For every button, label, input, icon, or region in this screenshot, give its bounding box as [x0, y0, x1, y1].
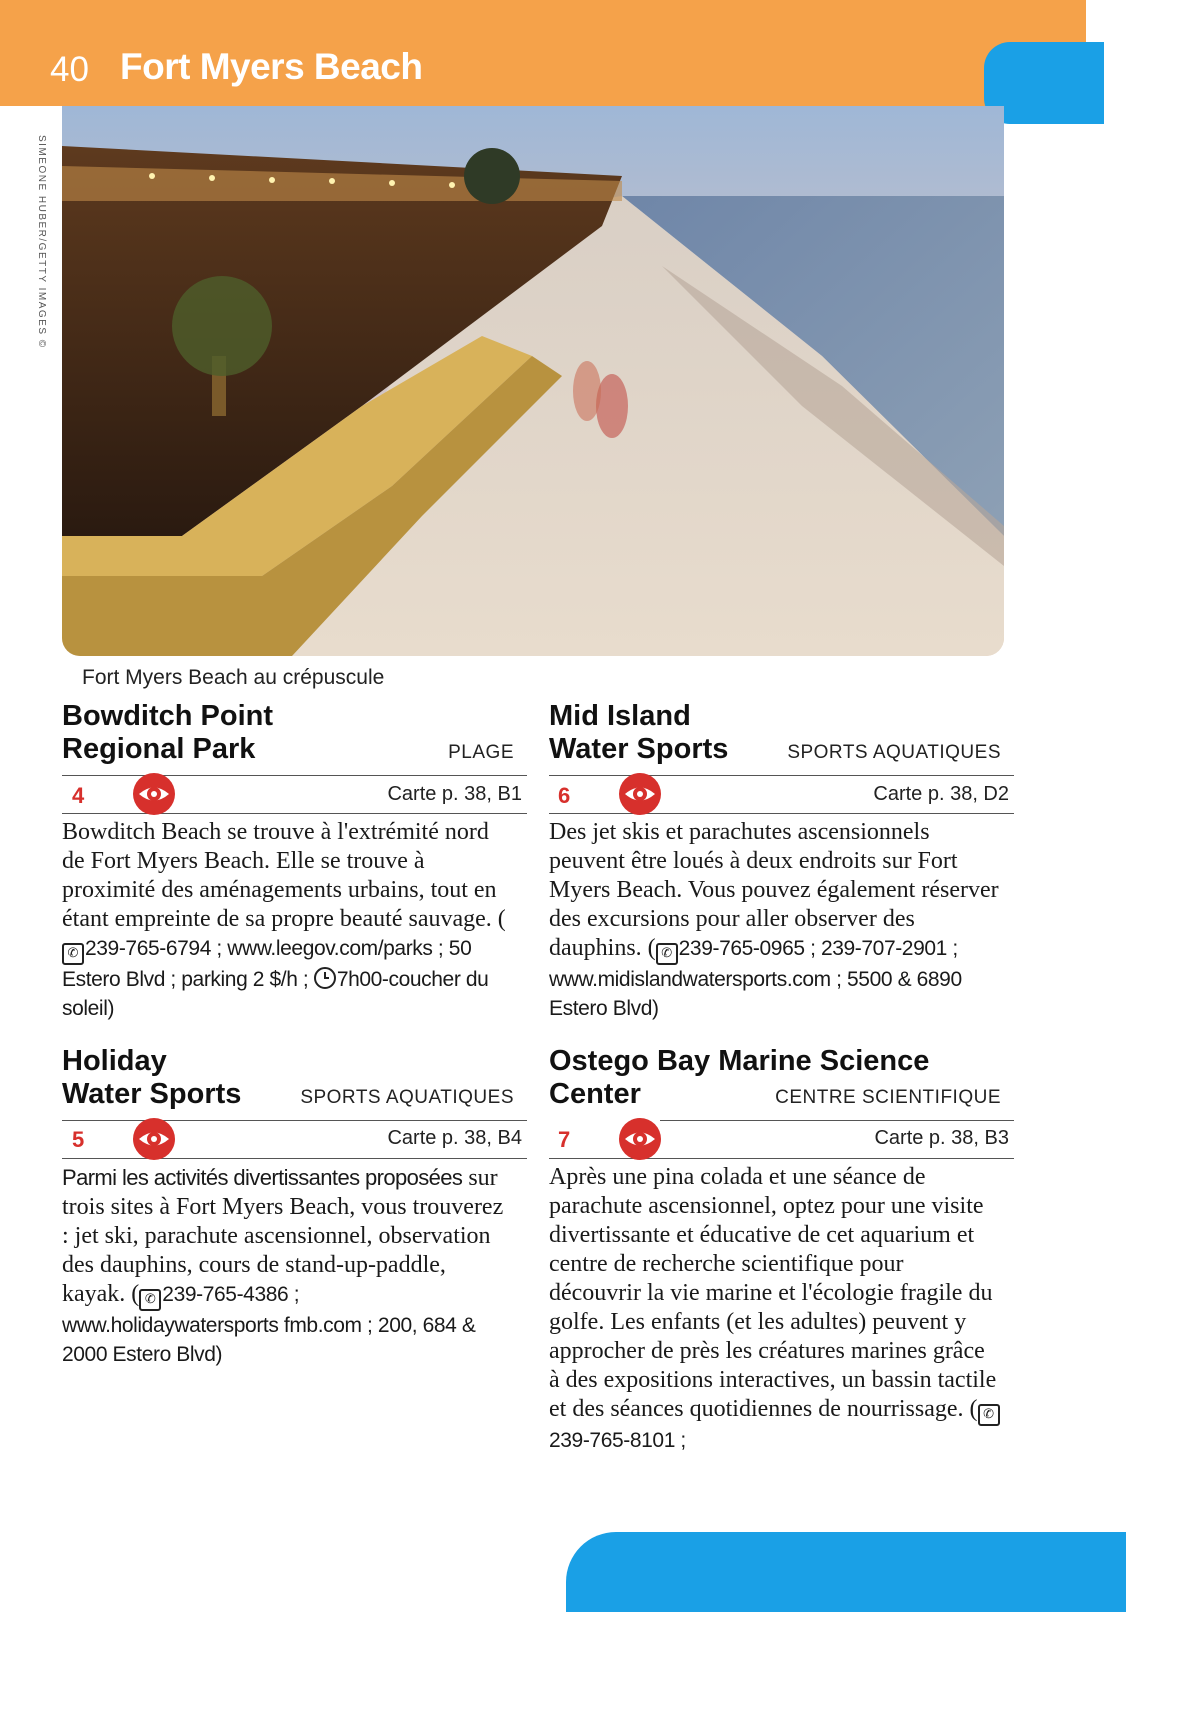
listing-description: Après une pina colada et une séance de parachute ascensionnel, optez pour une visite divertissante et éducative de cet aquarium et centre de recherche scientifique pour découvrir la vie marine et l'écologie fragile du golfe. Les enfants (et les adultes) peuvent y approcher de près les créatures marines grâce à des expositions interactives, un bassin tactile et des séances quotidiennes de nourrissage. ( ✆239-765-8101 ;	[549, 1163, 1001, 1455]
listing-info: www.leegov.com/parks ; 50 Estero Blvd ; parking 2 $/h ;	[62, 937, 472, 991]
phone-number: 239-765-8101 ;	[549, 1429, 686, 1452]
listing-title: Ostego Bay Marine Science Center	[549, 1045, 930, 1110]
opening-hours: 7h00-coucher du soleil)	[62, 968, 489, 1020]
listing-type: PLAGE	[448, 742, 514, 763]
phone-number: 239-765-0965 ;	[678, 937, 816, 960]
listing-title: Holiday Water Sports	[62, 1045, 242, 1110]
listing-info: 239-707-2901 ; www.midislandwatersports.com ; 5500 & 6890 Estero Blvd)	[549, 937, 962, 1020]
listing-title: Mid Island Water Sports	[549, 700, 729, 765]
listing-type: SPORTS AQUATIQUES	[300, 1087, 514, 1108]
listing-bowditch-point	[62, 700, 514, 766]
photo-caption: Fort Myers Beach au crépuscule	[82, 666, 385, 689]
clock-icon	[314, 967, 336, 989]
page-number: 40	[50, 50, 89, 89]
listing-description: Des jet skis et parachutes ascensionnels peuvent être loués à deux endroits sur Fort Myers Beach. Vous pouvez également réserver des excursions pour aller observer des dauphins. ( ✆ 239-765-0965 ; 239-707-2901 ; www.midislandwatersports.com ; 5500 & 6890 Estero Blvd)	[549, 819, 999, 1020]
listing-info: www.holidaywatersports fmb.com ; 200, 684 & 2000 Estero Blvd)	[62, 1314, 476, 1366]
listing-description: Parmi les activités divertissantes proposées sur trois sites à Fort Myers Beach, vous trouverez : jet ski, parachute ascensionnel, observation des dauphins, cours de stand-up-paddle, kayak. ( ✆ 239-765-4386 ; www.holidaywatersports fmb.com ; 200, 684 & 2000 Estero Blvd)	[62, 1165, 504, 1366]
listing-type: SPORTS AQUATIQUES	[787, 742, 1001, 763]
map-reference[interactable]: Carte p. 38, B3	[874, 1127, 1009, 1149]
map-reference[interactable]: Carte p. 38, B1	[387, 783, 522, 805]
phone-icon: ✆	[62, 943, 84, 965]
listing-ostego-bay	[549, 1045, 1001, 1111]
beach-photo	[62, 106, 1004, 656]
page-title: Fort Myers Beach	[120, 46, 423, 87]
photo-credit: SIMEONE HUBER/GETTY IMAGES ©	[36, 135, 47, 349]
listing-holiday-water-sports	[62, 1045, 514, 1111]
phone-number: 239-765-4386 ;	[162, 1283, 300, 1306]
map-reference[interactable]: Carte p. 38, D2	[873, 783, 1009, 805]
listing-title: Bowditch Point Regional Park	[62, 700, 274, 765]
listing-type: CENTRE SCIENTIFIQUE	[775, 1087, 1001, 1108]
listing-number: 7	[558, 1127, 571, 1152]
listing-mid-island-water-sports	[549, 700, 1001, 766]
phone-icon: ✆	[978, 1404, 1000, 1426]
listing-number: 4	[72, 783, 85, 808]
phone-icon: ✆	[139, 1289, 161, 1311]
bottom-tab	[566, 1532, 1126, 1612]
listing-description: Bowditch Beach se trouve à l'extrémité nord de Fort Myers Beach. Elle se trouve à proximité des aménagements urbains, tout en étant empreinte de sa propre beauté sauvage. (✆ 239-765-6794 ; www.leegov.com/parks ; 50 Estero Blvd ; parking 2 $/h ; 7h00-coucher du soleil)	[62, 819, 506, 1020]
listing-number: 5	[72, 1127, 85, 1152]
map-reference[interactable]: Carte p. 38, B4	[387, 1127, 522, 1149]
divider	[660, 1120, 1014, 1121]
phone-icon: ✆	[656, 943, 678, 965]
phone-number: 239-765-6794 ;	[85, 937, 222, 960]
listing-number: 6	[558, 783, 571, 808]
